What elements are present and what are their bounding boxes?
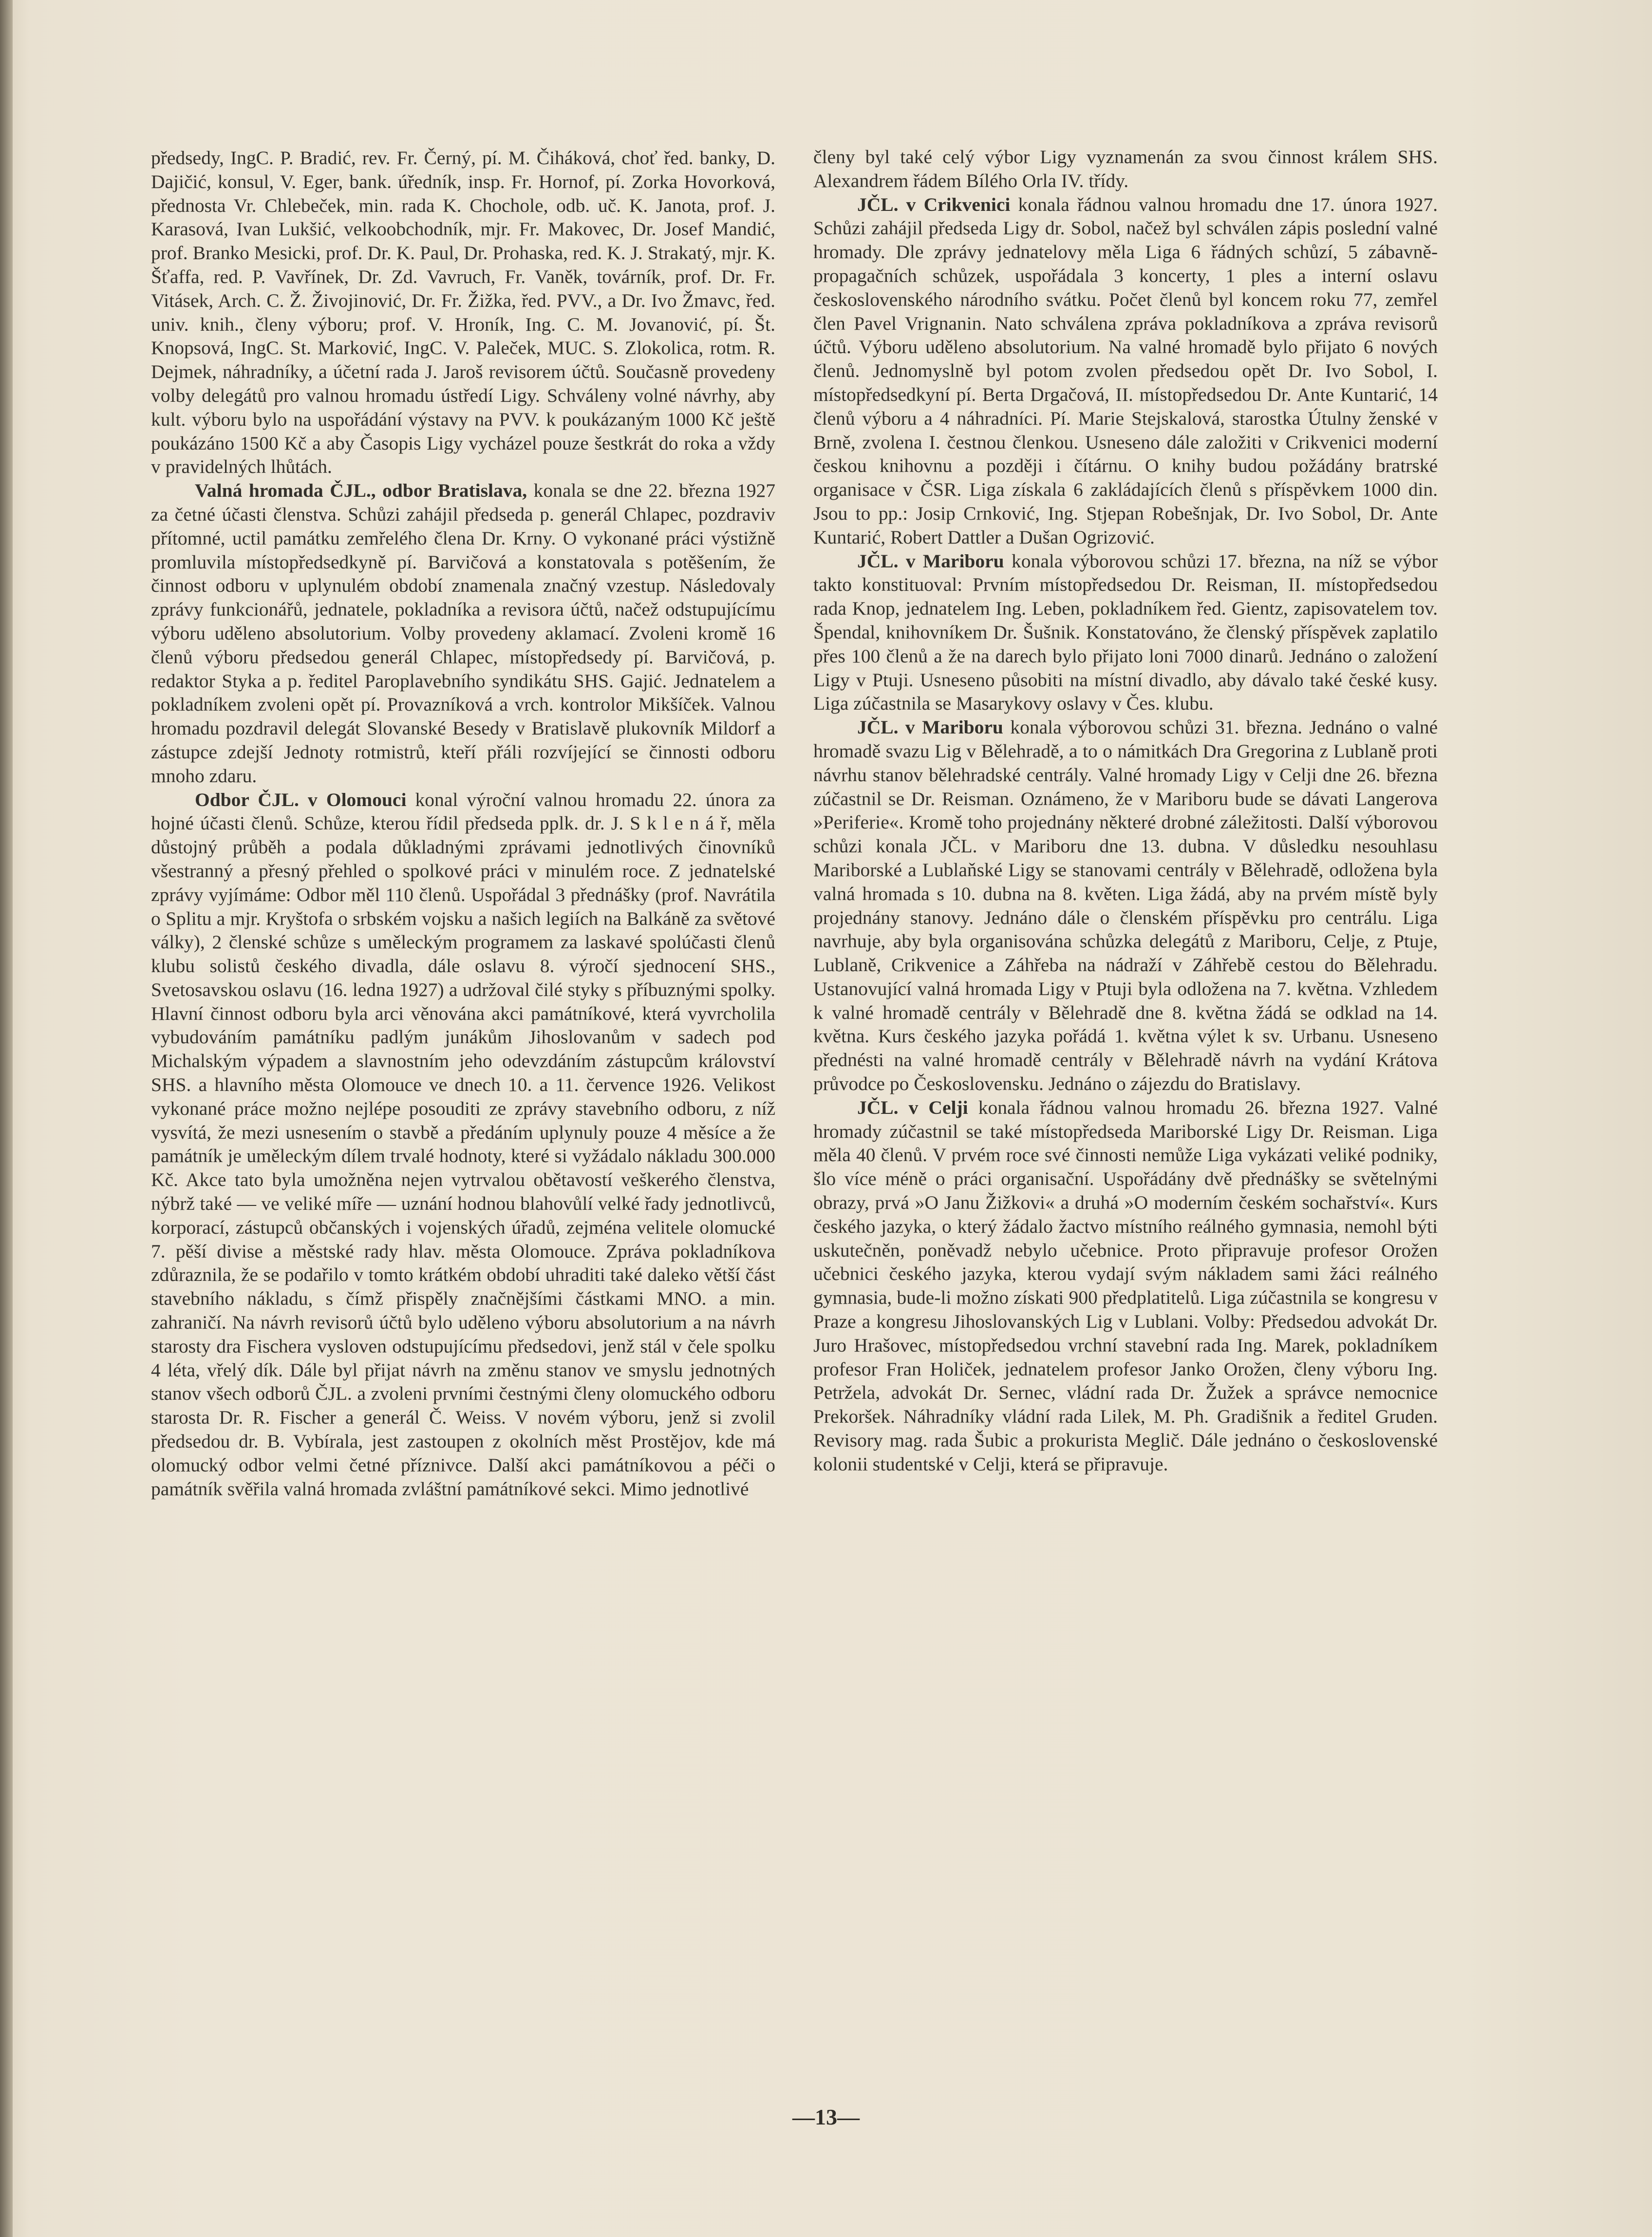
section-celje (813, 1096, 1438, 1476)
section-heading: JČL. v Celji (857, 1096, 968, 1118)
page-number: —13— (792, 2105, 860, 2129)
section-text: konala se dne 22. března 1927 za četné účasti členstva. Schůzi zahájil předseda p. generál Chlapec, pozdraviv přítomné, uctil památku zemřelého člena Dr. Krny. O vykonané práci výstižně promluvila místopředsedkyně pí. Barvičová a konstatovala s potěšením, že činnost odboru v uplynulém období znamenala značný vzestup. Následovaly zprávy funkcionářů, jednatele, pokladníka a revisora účtů, načež odstupujícímu výboru uděleno absolutorium. Volby provedeny aklamací. Zvoleni kromě 16 členů výboru předsedou generál Chlapec, místopředsedy pí. Barvičová, p. redaktor Styka a p. ředitel Paroplavebního syndikátu SHS. Gajić. Jednatelem a pokladníkem zvoleni opět pí. Provazníková a vrch. kontrolor Mikšíček. Valnou hromadu pozdravil delegát Slovanské Besedy v Bratislavě plukovník Mildorf a zástupce zdejší Jednoty rotmistrů, kteří přáli rozvíjející se činnosti odboru mnoho zdaru. (151, 480, 775, 787)
section-text: konala řádnou valnou hromadu 26. března 1927. Valné hromady zúčastnil se také místopředseda Mariborské Ligy Dr. Reisman. Liga měla 40 členů. V prvém roce své činnosti nemůže Liga vykázati veliké podniky, šlo více méně o práci organisační. Uspořádány dvě přednášky se světelnými obrazy, prvá »O Janu Žižkovi« a druhá »O moderním českém sochařství«. Kurs českého jazyka, o který žádalo žactvo místního reálného gymnasia, nemohl býti uskutečněn, poněvadž nebylo učebnice. Proto připravuje profesor Orožen učebnici českého jazyka, kterou vydají svým nákladem sami žáci reálného gymnasia, bude-li možno získati 900 předplatitelů. Liga zúčastnila se kongresu v Praze a kongresu Jihoslovanských Lig v Lublani. Volby: Předsedou advokát Dr. Juro Hrašovec, místopředsedou vrchní stavební rada Ing. Marek, pokladníkem profesor Fran Holiček, jednatelem profesor Janko Orožen, členy výboru Ing. Petrželа, advokát Dr. Sernec, vládní rada Dr. Žužek a správce nemocnice Prekoršek. Náhradníky vládní rada Lilek, M. Ph. Gradišnik a ředitel Gruden. Revisory mag. rada Šubic a prokurista Meglič. Dále jednáno o československé kolonii studentské v Celji, která se připravuje. (813, 1096, 1438, 1475)
paragraph-continuation: předsedy, IngC. P. Bradić, rev. Fr. Černý, pí. M. Čiháková, choť řed. banky, D. Dajičić, konsul, V. Eger, bank. úředník, insp. Fr. Hornof, pí. Zorka Hovorková, přednosta Vr. Chlebeček, min. rada K. Chochole, odb. uč. K. Janota, prof. J. Karasová, Ivan Lukšić, velkoobchodník, mjr. Fr. Makovec, Dr. Josef Mandić, prof. Branko Mesicki, prof. Dr. K. Paul, Dr. Prohaska, red. K. J. Strakatý, mjr. K. Šťaffa, red. P. Vavřínek, Dr. Zd. Vavruch, Fr. Vaněk, továrník, prof. Dr. Fr. Vitásek, Arch. C. Ž. Živojinović, Dr. Fr. Žižka, řed. PVV., a Dr. Ivo Žmavc, řed. univ. knih., členy výboru; prof. V. Hroník, Ing. C. M. Jovanović, pí. Št. Knopsová, IngC. St. Marković, IngC. V. Paleček, MUC. S. Zlokolica, rotm. R. Dejmek, náhradníky, a účetní rada J. Jaroš revisorem účtů. Současně provedeny volby delegátů pro valnou hromadu ústředí Ligy. Schváleny volné návrhy, aby kult. výboru bylo na uspořádání výstavy na PVV. k poukázaným 1000 Kč ještě poukázáno 1500 Kč a aby Časopis Ligy vycházel pouze šestkrát do roka a vždy v pravidelných lhůtách. (151, 147, 775, 478)
section-text: konal výroční valnou hromadu 22. února za hojné účasti členů. Schůze, kterou řídil předseda pplk. dr. J. S k l e n á ř, měla důstojný průběh a podala důkladnými zprávami jednotlivých činovníků všestranný a přesný přehled o spolkové práci v minulém roce. Z jednatelské zprávy vyjímáme: Odbor měl 110 členů. Uspořádal 3 přednášky (prof. Navrátila o Splitu a mjr. Kryštofa o srbském vojsku a našich legiích na Balkáně za světové války), 2 členské schůze s uměleckým programem za laskavé spolúčasti členů klubu solistů českého divadla, dále oslavu 8. výročí sjednocení SHS., Svetosavskou oslavu (16. ledna 1927) a udržoval čilé styky s příbuznými spolky. Hlavní činnost odboru byla arci věnována akci památníkové, která vyvrcholila vybudováním památníku padlým junákům Jihoslovanům v sadech pod Michalským výpadem a slavnostním jeho odevzdáním zástupcům království SHS. a hlavního města Olomouce ve dnech 10. a 11. července 1926. Velikost vykonané práce možno nejlépe posouditi ze zprávy stavebního odboru, z níž vysvítá, že mezi usnesením o stavbě a předáním uplynuly pouze 4 měsíce a že památník je uměleckým dílem trvalé hodnoty, které si vyžádalo nákladu 300.000 Kč. Akce tato byla umožněna nejen vytrvalou obětavostí veškerého členstva, nýbrž také — ve veliké míře — uznání hodnou blahovůlí velké řady jednotlivců, korporací, zástupců občanských i vojenských úřadů, zejména velitele olomucké 7. pěší divise a městské rady hlav. města Olomouce. Zpráva pokladníkova zdůraznila, že se podařilo v tomto krátkém období uhraditi také daleko větší část stavebního nákladu, s čímž přispěly značnějšími částkami MNO. a min. zahraničí. Na návrh revisorů účtů bylo uděleno výboru absolutorium a na návrh starosty dra Fischera vysloven odstupujícímu předsedovi, jenž stál v čele spolku 4 léta, vřelý dík. Dále byl přijat návrh na změnu stanov ve smyslu jednotných stanov všech odborů ČJL. a zvoleni prvními čestnými členy olomuckého odboru starosta Dr. R. Fischer a generál Č. Weiss. V novém výboru, jenž si zvolil předsedou dr. B. Vybírala, jest zastoupen z okolních měst Prostějov, kde má olomucký odbor velmi četné příznivce. Další akci památníkovou a péči o památník svěřila valná hromada zvláštní památníkové sekci. Mimo jednotlivé (151, 789, 775, 1500)
section-maribor-2 (813, 715, 1438, 1096)
left-column (151, 146, 775, 1501)
section-olomouc (151, 788, 775, 1501)
binding-edge (0, 0, 13, 2237)
section-heading: Odbor ČJL. v Olomouci (195, 789, 407, 810)
section-heading: JČL. v Crikvenici (857, 193, 1011, 215)
section-heading: Valná hromada ČJL., odbor Bratislava, (195, 480, 527, 502)
section-text: konala řádnou valnou hromadu dne 17. února 1927. Schůzi zahájil předseda Ligy dr. Sobol, načež byl schválen zápis poslední valné hromady. Dle zprávy jednatelovy měla Liga 6 řádných schůzí, 5 zábavně-propagačních schůzek, uspořádala 3 koncerty, 1 ples a interní oslavu československého národního svátku. Počet členů byl koncem roku 77, zemřel člen Pavel Vrignanin. Nato schválena zpráva pokladníkova a zpráva revisorů účtů. Výboru uděleno absolutorium. Na valné hromadě bylo přijato 6 nových členů. Jednomyslně byl potom zvolen předsedou opět Dr. Ivo Sobol, I. místopředsedkyní pí. Berta Drgačová, II. místopředsedou Dr. Ante Kuntarić, 14 členů výboru a 4 náhradníci. Pí. Marie Stejskalová, starostka Útulny ženské v Brně, zvolena I. čestnou členkou. Usneseno dále založiti v Crikvenici moderní českou knihovnu a později i čítárnu. O knihy budou požádány bratrské organisace v ČSR. Liga získala 6 zakládajících členů s příspěvkem 1000 din. Jsou to pp.: Josip Crnković, Ing. Stjepan Robešnjak, Dr. Ivo Sobol, Dr. Ante Kuntarić, Robert Dattler a Dušan Ogrizović. (813, 193, 1438, 548)
section-text: konala výborovou schůzi 17. března, na níž se výbor takto konstituoval: Prvním místopředsedou Dr. Reisman, II. místopředsedou rada Knop, jednatelem Ing. Leben, pokladníkem řed. Gientz, zapisovatelem tov. Špendal, knihovníkem Dr. Šušnik. Konstatováno, že členský příspěvek zaplatilo přes 100 členů a že na darech bylo přijato loni 7000 dinarů. Jednáno o založení Ligy v Ptuji. Usneseno působiti na místní divadlo, aby dávalo také české kusy. Liga zúčastnila se Masarykovy oslavy v Čes. klubu. (813, 550, 1438, 714)
section-maribor-1 (813, 549, 1438, 716)
section-text: konala výborovou schůzi 31. března. Jednáno o valné hromadě svazu Lig v Bělehradě, a to o námitkách Dra Gregorina z Lublaně proti návrhu stanov bělehradské centrály. Valné hromady Ligy v Celji dne 26. března zúčastnil se Dr. Reisman. Oznámeno, že v Mariboru bude se dávati Langerova »Periferie«. Kromě toho projednány některé drobné záležitosti. Další výborovou schůzi konala JČL. v Mariboru dne 13. dubna. V důsledku nesouhlasu Mariborské a Lublaňské Ligy se stanovami centrály v Bělehradě, odložena byla valná hromada s 10. dubna na 8. květen. Liga žádá, aby na prvém místě byly projednány stanovy. Jednáno dále o členském příspěvku pro centrálu. Liga navrhuje, aby byla organisována schůzka delegátů z Mariboru, Celje, z Ptuje, Lublaně, Crikvenice a Záhřeba na nádraží v Záhřebě cestou do Bělehradu. Ustanovující valná hromada Ligy v Ptuji byla odložena na 7. května. Vzhledem k valné hromadě centrály v Bělehradě dne 8. května žádá se odklad na 14. května. Kurs českého jazyka pořádá 1. května výlet k sv. Urbanu. Usneseno přednésti na valné hromadě centrály v Bělehradě návrh na vydání Krátova průvodce po Československu. Jednáno o zájezdu do Bratislavy. (813, 716, 1438, 1095)
right-column (813, 145, 1438, 1476)
section-heading: JČL. v Mariboru (857, 716, 1003, 738)
section-crikvenica (813, 193, 1438, 549)
section-heading: JČL. v Mariboru (857, 550, 1004, 572)
section-bratislava (151, 479, 775, 788)
paragraph-continuation: členy byl také celý výbor Ligy vyznamenán za svou činnost králem SHS. Alexandrem řádem Bílého Orla IV. třídy. (813, 146, 1438, 191)
